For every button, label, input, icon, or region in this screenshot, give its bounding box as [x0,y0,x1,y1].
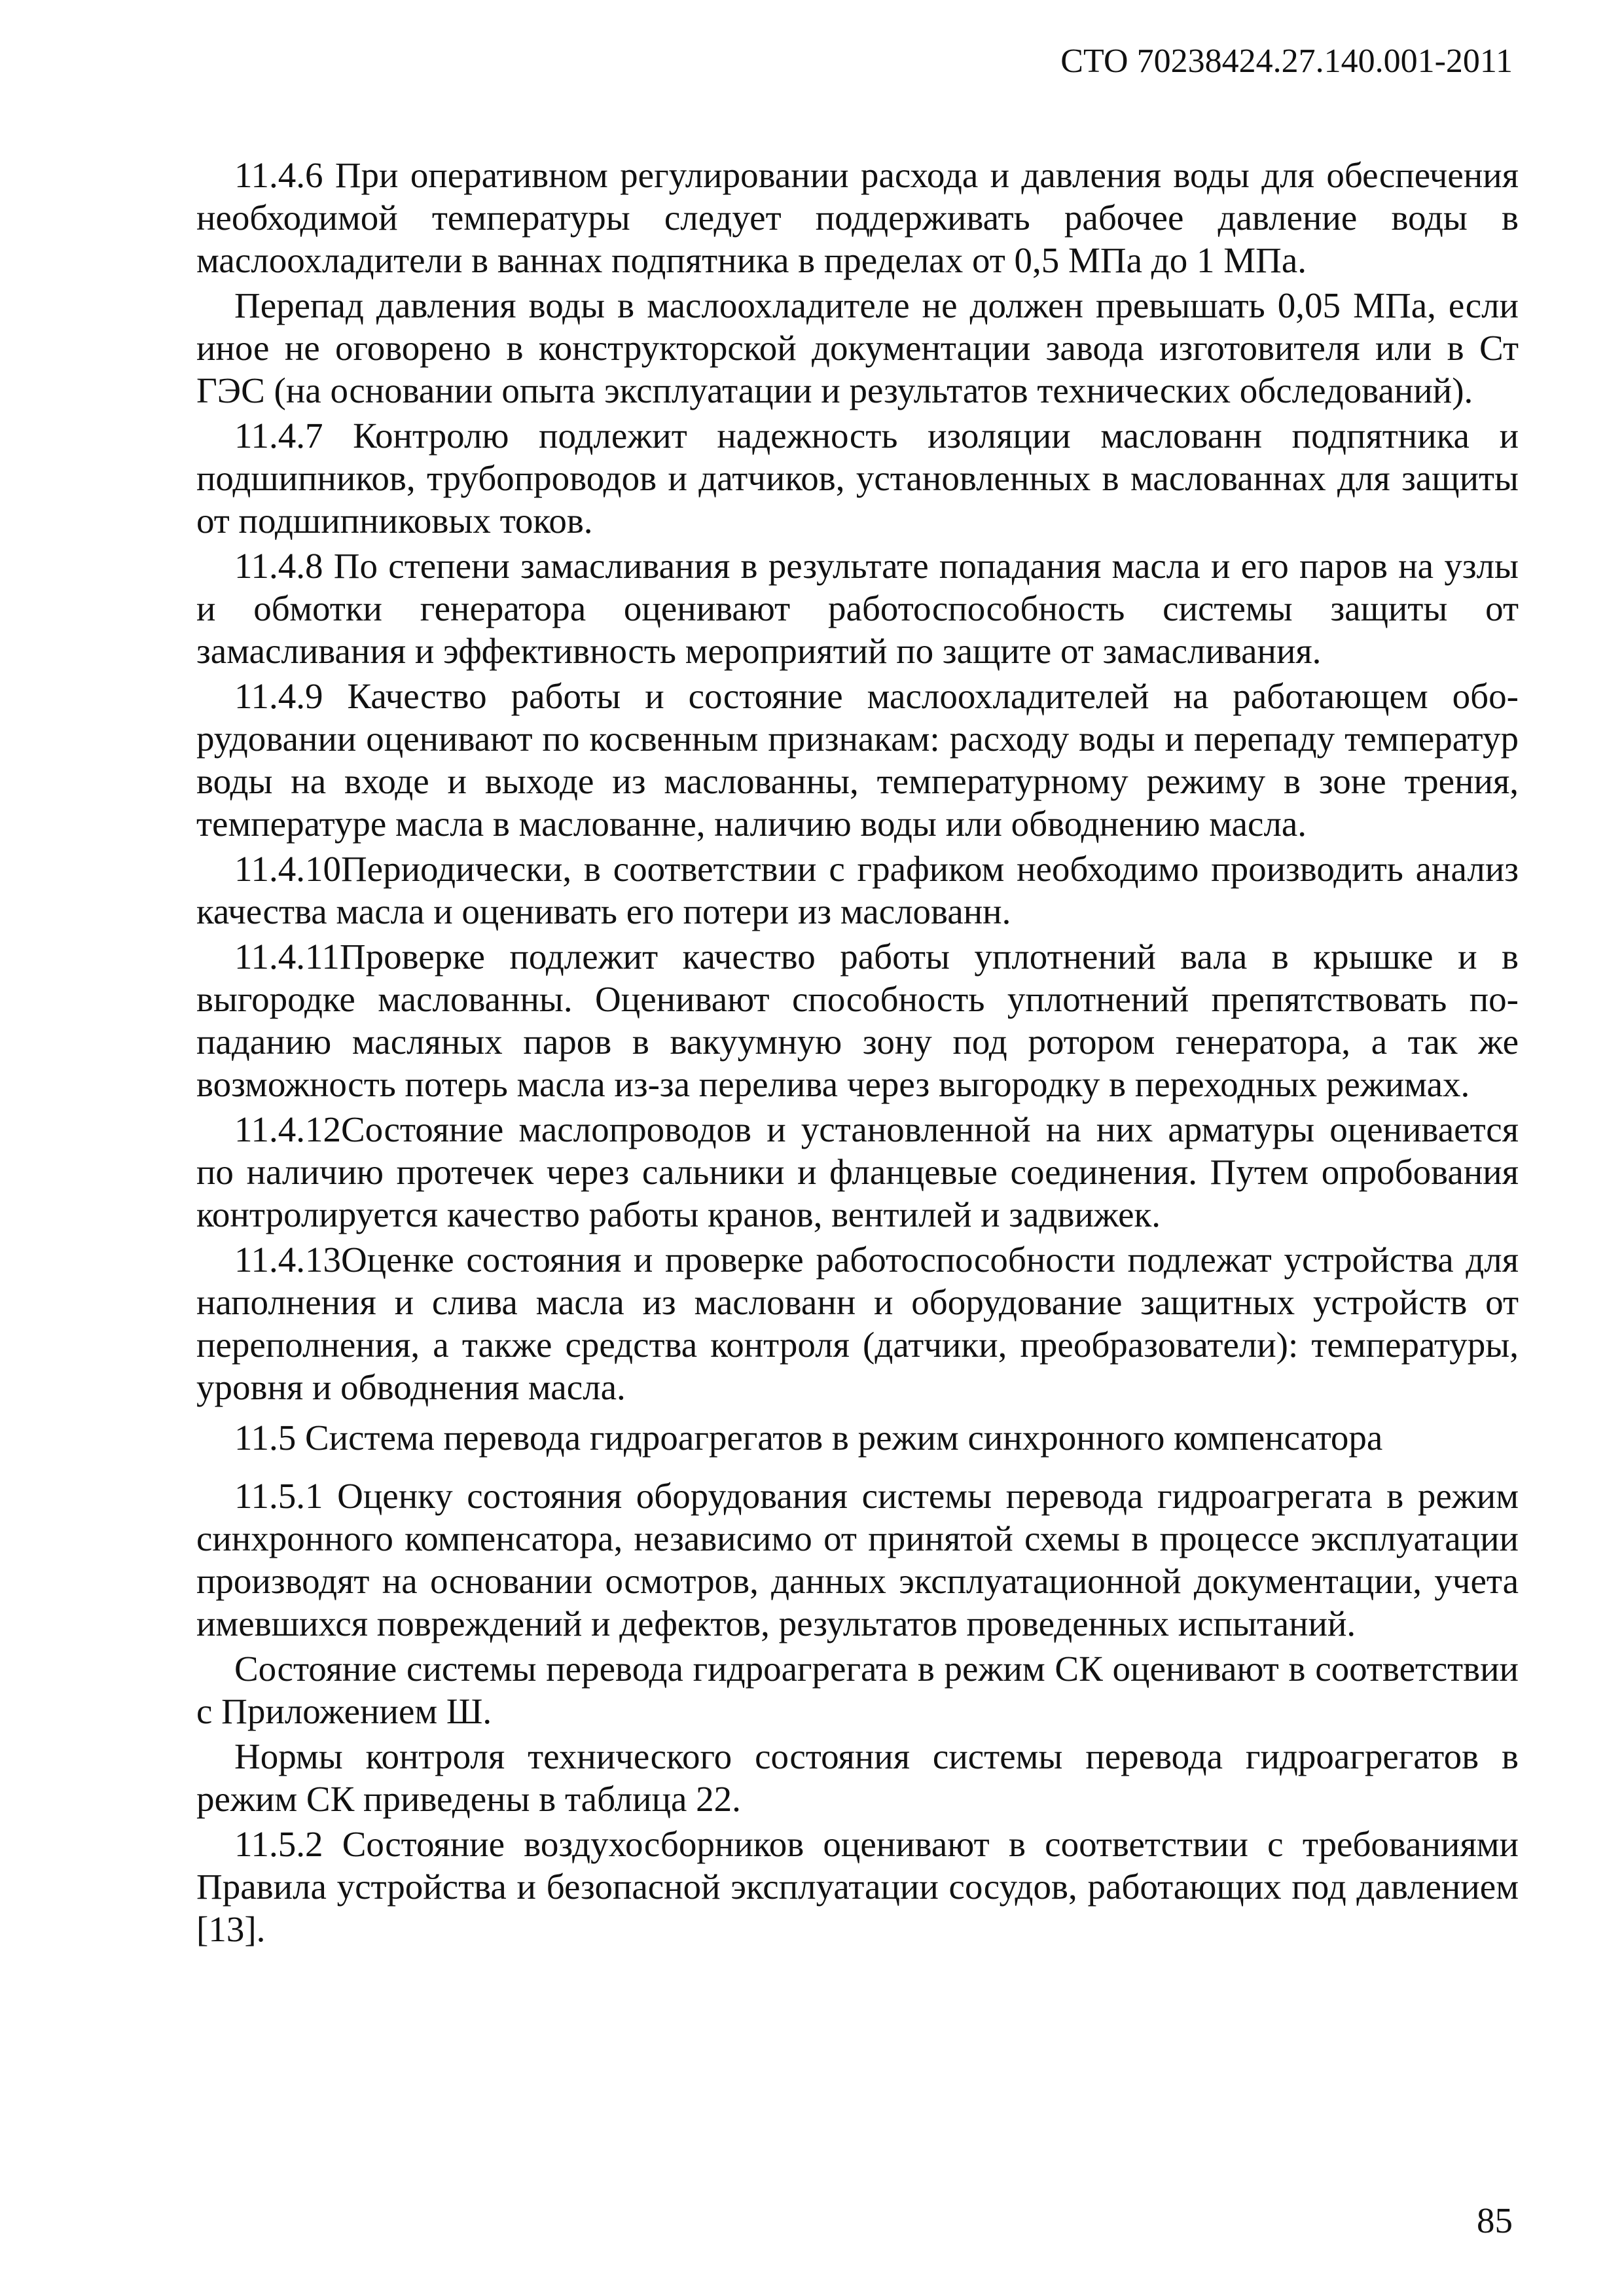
paragraph-11-4-11: 11.4.11Проверке подлежит качество работы уплотнений вала в крышке и в выгородке маслованны. Оценивают способность уплотнений препятствовать попаданию масляных паров в вакуумную зону под ротором генератора, а так же возможность потерь масла из-за перелива через выгородку в переходных режимах. [196,937,1519,1104]
document-code-header: СТО 70238424.27.140.001-2011 [1060,43,1513,80]
paragraph-sk-norms: Нормы контроля технического состояния системы перевода гидроагрегатов в режим СК приведены в таблица 22. [196,1736,1519,1819]
paragraph-11-4-10: 11.4.10Периодически, в соответствии с графиком необходимо производить анализ качества масла и оценивать его потери из маслованн. [196,849,1519,931]
paragraph-11-5-2: 11.5.2 Состояние воздухосборников оценивают в соответствии с требованиями Правила устройства и безопасной эксплуатации сосудов, работающих под давлением [13]. [196,1824,1519,1949]
section-heading-11-5: 11.5 Система перевода гидроагрегатов в режим синхронного компенсатора [234,1418,1383,1458]
paragraph-11-4-9: 11.4.9 Качество работы и состояние маслоохладителей на работающем оборудовании оценивают по косвенным признакам: расходу воды и перепаду температур воды на входе и выходе из маслованны, температурному режиму в зоне трения, температуре масла в маслованне, наличию воды или обводнению масла. [196,676,1519,844]
paragraph-11-4-13: 11.4.13Оценке состояния и проверке работоспособности подлежат устройства для наполнения и слива масла из маслованн и оборудование защитных устройств от переполнения, а также средства контроля (датчики, преобразователи): температуры, уровня и обводнения масла. [196,1240,1519,1407]
paragraph-11-4-6: 11.4.6 При оперативном регулировании расхода и давления воды для обеспечения необходимой температуры следует поддерживать рабочее давление воды в маслоохладители в ваннах подпятника в пределах от 0,5 МПа до 1 МПа. [196,155,1519,280]
paragraph-11-4-7: 11.4.7 Контролю подлежит надежность изоляции маслованн подпятника и подшипников, трубопроводов и датчиков, установленных в маслованнах для защиты от подшипниковых токов. [196,416,1519,541]
paragraph-sk-state: Состояние системы перевода гидроагрегата в режим СК оценивают в соответствии с Приложением Ш. [196,1649,1519,1731]
paragraph-11-5-1: 11.5.1 Оценку состояния оборудования системы перевода гидроагрегата в режим синхронного компенсатора, независимо от принятой схемы в процессе эксплуатации производят на основании осмотров, данных эксплуатационной документации, учета имевшихся повреждений и дефектов, результатов проведенных испытаний. [196,1476,1519,1643]
body-text [196,154,1519,1953]
paragraph-pressure-drop: Перепад давления воды в маслоохладителе не должен превышать 0,05 МПа, если иное не оговорено в конструкторской документации завода изготовителя или в Ст ГЭС (на основании опыта эксплуатации и результатов технических обследований). [196,285,1519,410]
paragraph-11-4-8: 11.4.8 По степени замасливания в результате попадания масла и его паров на узлы и обмотки генератора оценивают работоспособность системы защиты от замасливания и эффективность мероприятий по защите от замасливания. [196,546,1519,671]
paragraph-11-4-12: 11.4.12Состояние маслопроводов и установленной на них арматуры оценивается по наличию протечек через сальники и фланцевые соединения. Путем опробования контролируется качество работы кранов, вентилей и задвижек. [196,1109,1519,1234]
page-number: 85 [1477,2200,1513,2240]
